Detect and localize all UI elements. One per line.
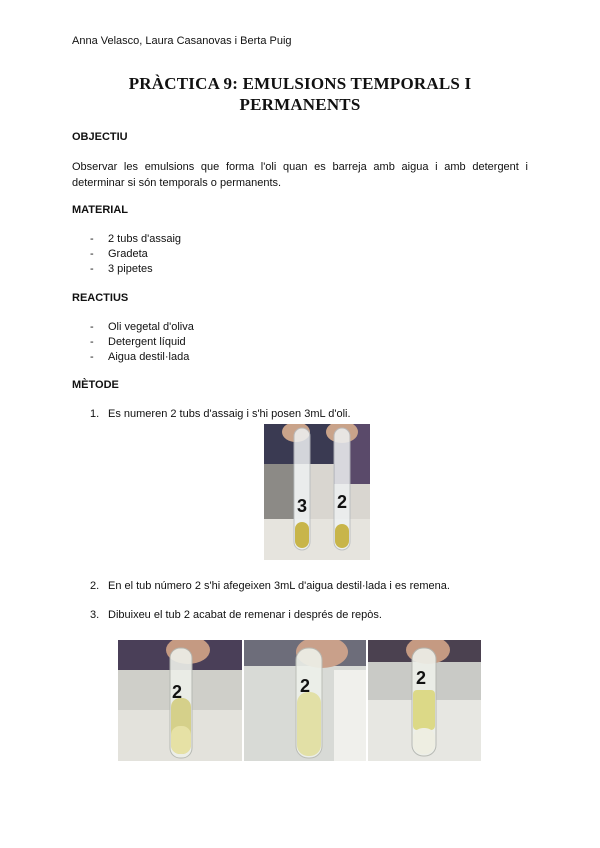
title-line-1: PRÀCTICA 9: EMULSIONS TEMPORALS I [128,74,472,93]
tube-label: 2 [172,682,183,702]
photo-tube-after-mixing-1 [118,640,242,761]
photo-tube-after-mixing-2 [244,640,366,761]
material-list [90,232,181,277]
authors-line: Anna Velasco, Laura Casanovas i Berta Puig [72,35,292,47]
photo-two-tubes-oil [264,424,370,560]
reactius-heading: REACTIUS [72,292,129,304]
reactius-list [90,320,194,365]
step-2: 2. En el tub número 2 s'hi afegeixen 3mL d'aigua destil·lada i es remena. [90,580,450,592]
list-item: - Aigua destil·lada [90,351,190,363]
tube-label: 2 [416,668,427,688]
tube-label: 3 [297,496,308,516]
page-title [72,73,528,115]
photo-tube-after-rest [368,640,481,761]
title-line-2: PERMANENTS [239,95,361,114]
tube-label: 2 [300,676,311,696]
list-item: - Oli vegetal d'oliva [90,321,194,333]
objectiu-text: Observar les emulsions que forma l'oli quan es barreja amb aigua i amb detergent i determinar si són temporals o permanents. [72,161,528,189]
list-item: - Gradeta [90,248,148,260]
tube-label: 2 [337,492,348,512]
step-1: 1. Es numeren 2 tubs d'assaig i s'hi posen 3mL d'oli. [90,408,351,420]
step-3: 3. Dibuixeu el tub 2 acabat de remenar i després de repòs. [90,609,382,621]
metode-heading: MÈTODE [72,379,119,391]
list-item: - 3 pipetes [90,263,153,275]
list-item: - Detergent líquid [90,336,186,348]
material-heading: MATERIAL [72,204,129,216]
objectiu-heading: OBJECTIU [72,131,128,143]
list-item: - 2 tubs d'assaig [90,233,182,245]
